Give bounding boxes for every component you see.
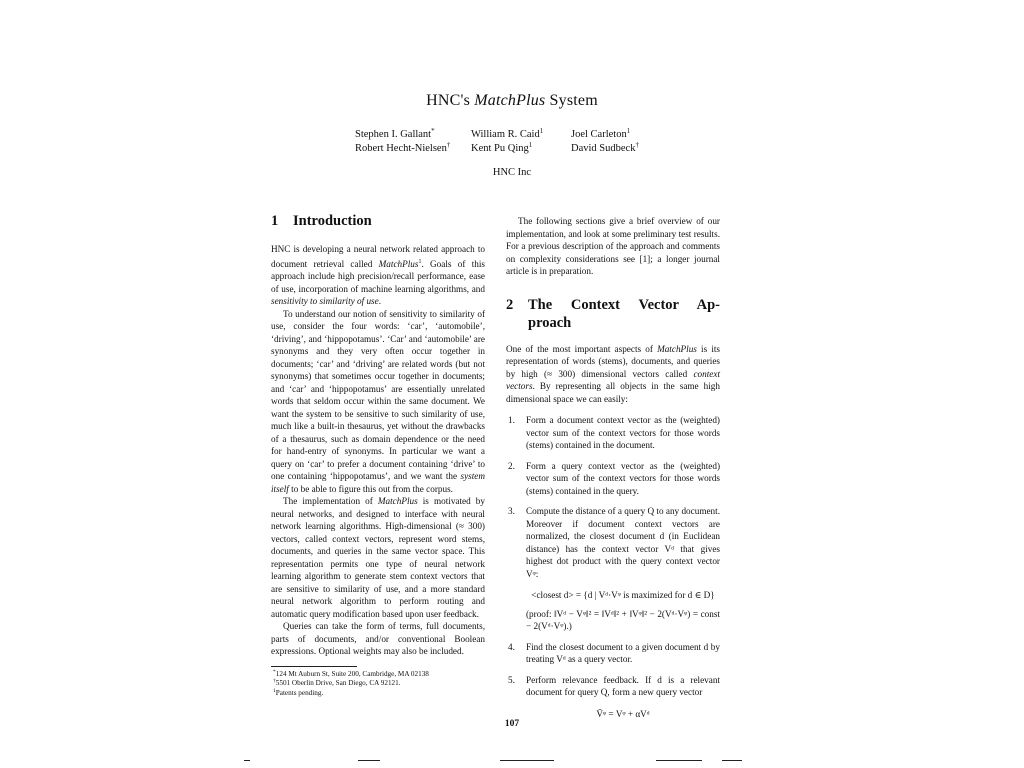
title-product-name: MatchPlus [474, 92, 546, 109]
text: . Goals of this approach include high precision/recall performance, ease of use, incorporation of machine learning algorithms, and [271, 258, 485, 294]
paper-title [0, 92, 1024, 110]
footnote-mark: 1 [273, 687, 276, 694]
list-number: 5. [508, 674, 515, 685]
list-item [506, 505, 720, 633]
emphasis: context vectors [506, 368, 720, 391]
author-list [355, 128, 639, 156]
emphasis: sensitivity to similarity of use [271, 296, 379, 307]
intro-paragraph-3 [271, 495, 485, 620]
text: is its representation of words (stems), documents, and queries by high (≈ 300) dimensional vectors called [506, 343, 720, 379]
author-mark: 1 [528, 141, 533, 149]
list-item [506, 414, 720, 452]
author-name: William R. Caid [471, 129, 540, 140]
list-number: 1. [508, 415, 515, 425]
footnote-ref: 1 [418, 258, 422, 265]
author-name: Stephen I. Gallant [355, 129, 432, 140]
list-text: Form a document context vector as the (weighted) vector sum of the context vectors for those words (stems) contained in the document. [526, 415, 720, 450]
section-title: Introduction [293, 213, 372, 229]
author-mark: † [446, 141, 451, 149]
author-row [355, 128, 639, 142]
footnote-text: Patents pending. [275, 688, 324, 697]
text: . [378, 296, 381, 307]
product-name: MatchPlus [657, 343, 697, 354]
text: To understand our notion of sensitivity to similarity of use, consider the four words: ‘car’, ‘automobile’, ‘driving’, and ‘hippopotamus’. ‘Car’ and ‘automobile’ are synonyms and they very often occur together in documents; ‘car’ and ‘driving’ are related words (but not synonyms) that sometimes occur together in documents; and ‘car’ and ‘hippopotamus’ are essentially unrelated words that seldom occur within the same document. We want the system to be sensitive to such similarity of use, much like a built-in thesaurus, yet without the drawbacks of a thesaurus, such as domain dependence or the need for hand-entry of synonyms. In particular we want a query on ‘car’ to prefer a document containing ‘drive’ to one containing ‘hippopotamus’, and we want the [271, 308, 485, 482]
author-name: Joel Carleton [571, 129, 627, 140]
author-name: Robert Hecht-Nielsen [355, 143, 447, 154]
list-number: 3. [508, 506, 515, 516]
page-number: 107 [504, 719, 520, 729]
scan-artifact-line [500, 760, 554, 761]
text: One of the most important aspects of [506, 343, 658, 354]
proof-text: (proof: ‖Vᵈ − Vᵠ‖² = ‖Vᵈ‖² + ‖Vᵠ‖² − 2(Vᵈ·Vᵠ) = const − 2(Vᵈ·Vᵠ).) [526, 608, 720, 631]
intro-paragraph-2 [271, 308, 485, 496]
author-mark: 1 [539, 127, 544, 135]
text: is motivated by neural networks, and designed to interface with neural network learning algorithms. High-dimensional (≈ 300) vectors, called context vectors, represent word stems, documents, and queries in the same vector space. This representation permits one type of neural network learning algorithm to generate stem context vectors that are sensitive to similarity of use, and a more standard neural network algorithm to perform routing and automatic query modification based upon user feedback. [271, 496, 485, 619]
list-number: 4. [508, 641, 515, 652]
scan-artifact-line [656, 760, 702, 761]
list-item [506, 674, 720, 721]
section-heading-introduction [271, 212, 485, 230]
list-number: 2. [508, 460, 515, 471]
list-body [526, 674, 720, 721]
author-mark: * [431, 127, 435, 135]
overview-paragraph: The following sections give a brief overview of our implementation, and look at some preliminary test results. For a previous description of the approach and comments on complexity considerations see [1]; a longer journal article is in preparation. [506, 216, 720, 276]
right-column [506, 215, 720, 728]
author [355, 142, 471, 156]
title-suffix: System [545, 92, 598, 109]
footnote [273, 689, 485, 699]
text: to be able to figure this out from the corpus. [288, 483, 453, 494]
footnote [273, 670, 485, 680]
scan-artifact-line [244, 760, 250, 761]
author [471, 128, 571, 142]
section-title-line: proach [528, 314, 572, 331]
author-mark: 1 [626, 127, 631, 135]
footnote-text: 124 Mt Auburn St, Suite 200, Cambridge, MA 02138 [275, 669, 429, 678]
section-heading-context-vector [506, 296, 720, 332]
footnote-mark: * [273, 668, 276, 675]
author-row [355, 142, 639, 156]
section-title-line: The Context Vector Ap- [528, 296, 720, 313]
section-title [528, 296, 720, 332]
section-number: 1 [271, 213, 279, 229]
title-prefix: HNC's [426, 92, 475, 109]
scan-artifact-line [722, 760, 742, 761]
list-text: Compute the distance of a query Q to any document. Moreover if document context vectors are normalized, the closest document d (in Euclidean distance) has the context vector Vᵈ that gives highest dot product with the query context vector Vᵠ: [526, 506, 720, 579]
capability-list [506, 414, 720, 720]
footnote-divider [271, 666, 357, 667]
author [471, 142, 571, 156]
list-text: Perform relevance feedback. If d is a relevant document for query Q, form a new query vector [526, 674, 720, 697]
emphasis: system itself [271, 471, 485, 494]
author-name: Kent Pu Qing [471, 143, 529, 154]
author-mark: † [635, 141, 639, 149]
product-name: MatchPlus [377, 496, 418, 507]
equation-query-update: Ṽᵠ = Vᵠ + αVᵈ [596, 708, 650, 719]
author [571, 128, 630, 142]
section-number: 2 [506, 296, 514, 313]
equation-closest-document: <closest d> = {d | Vᵈ·Vᵠ is maximized for d ∈ D} [531, 590, 715, 600]
list-text: Form a query context vector as the (weighted) vector sum of the context vectors for those words (stems) contained in the query. [526, 460, 720, 496]
product-name: MatchPlus [378, 258, 419, 269]
list-body [526, 505, 720, 633]
footnote [273, 679, 485, 689]
footnote-text: 5501 Oberlin Drive, San Diego, CA 92121. [275, 679, 401, 688]
text: The implementation of [283, 496, 378, 507]
context-vector-paragraph [506, 343, 720, 406]
author-name: David Sudbeck [571, 143, 636, 154]
list-item [506, 641, 720, 666]
author [355, 128, 471, 142]
list-text: Find the closest document to a given document d by treating Vᵈ as a query vector. [526, 641, 720, 664]
footnotes [271, 670, 485, 699]
scan-artifact-line [358, 760, 380, 761]
intro-paragraph-4: Queries can take the form of terms, full documents, parts of documents, and/or conventional Boolean expressions. Optional weights may also be included. [271, 621, 485, 657]
list-item [506, 460, 720, 498]
text: HNC is developing a neural network related approach to document retrieval called [271, 244, 485, 269]
left-column [271, 212, 485, 698]
intro-paragraph-1 [271, 243, 485, 308]
affiliation: HNC Inc [492, 167, 532, 178]
footnote-mark: † [273, 678, 276, 685]
text: . By representing all objects in the same high dimensional space we can easily: [506, 381, 720, 404]
author [571, 142, 639, 156]
